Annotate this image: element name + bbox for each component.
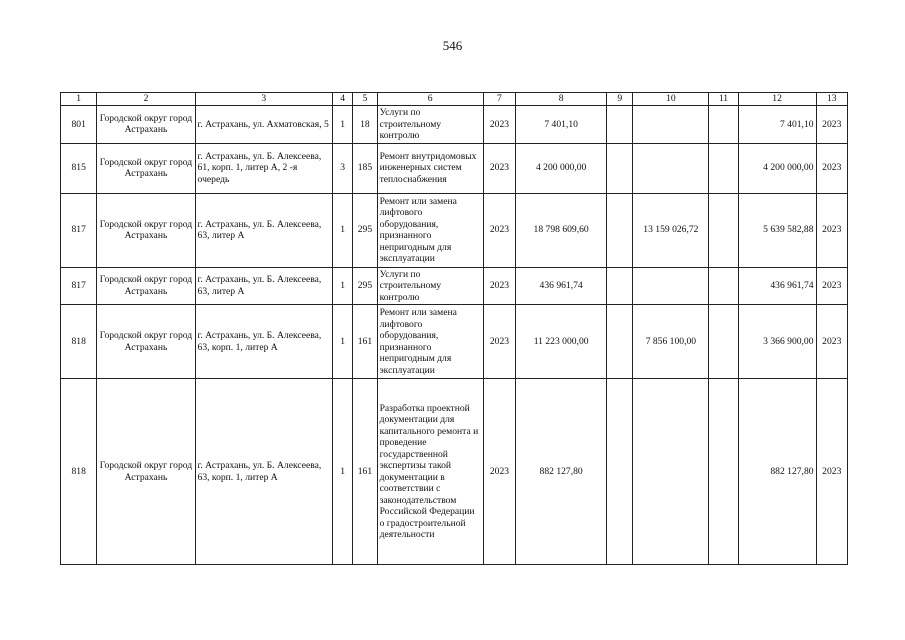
header-col-10: 10 xyxy=(633,93,709,106)
header-col-12: 12 xyxy=(738,93,816,106)
year: 2023 xyxy=(483,106,515,144)
completion-year: 2023 xyxy=(816,193,847,267)
table-row xyxy=(61,267,848,305)
municipality: Городской округ город Астрахань xyxy=(97,106,195,144)
col-5-value: 295 xyxy=(353,267,377,305)
municipality: Городской округ город Астрахань xyxy=(97,193,195,267)
col-4-value: 3 xyxy=(333,143,353,193)
col-11-value xyxy=(709,106,738,144)
table-row xyxy=(61,106,848,144)
col-9-value xyxy=(607,267,633,305)
col-11-value xyxy=(709,143,738,193)
completion-year: 2023 xyxy=(816,267,847,305)
address: г. Астрахань, ул. Ахматовская, 5 xyxy=(195,106,333,144)
table-row xyxy=(61,143,848,193)
year: 2023 xyxy=(483,143,515,193)
col-11-value xyxy=(709,267,738,305)
total-cost: 7 401,10 xyxy=(516,106,607,144)
row-number: 815 xyxy=(61,143,97,193)
col-9-value xyxy=(607,143,633,193)
row-number: 817 xyxy=(61,267,97,305)
total-cost: 11 223 000,00 xyxy=(516,305,607,379)
total-cost: 18 798 609,60 xyxy=(516,193,607,267)
col-12-value: 436 961,74 xyxy=(738,267,816,305)
work-type: Разработка проектной документации для капитального ремонта и проведение государственной экспертизы такой документации в соответствии с законодательством Российской Федерации о градостроительной деятельности xyxy=(377,379,483,565)
work-type: Услуги по строительному контролю xyxy=(377,267,483,305)
header-col-9: 9 xyxy=(607,93,633,106)
year: 2023 xyxy=(483,193,515,267)
col-10-value xyxy=(633,143,709,193)
municipality: Городской округ город Астрахань xyxy=(97,267,195,305)
work-type: Ремонт или замена лифтового оборудования, признанного непригодным для эксплуатации xyxy=(377,193,483,267)
header-col-8: 8 xyxy=(516,93,607,106)
completion-year: 2023 xyxy=(816,379,847,565)
capital-repair-table xyxy=(60,92,848,565)
header-col-5: 5 xyxy=(353,93,377,106)
col-10-value xyxy=(633,267,709,305)
header-row xyxy=(61,93,848,106)
col-12-value: 882 127,80 xyxy=(738,379,816,565)
address: г. Астрахань, ул. Б. Алексеева, 63, корп. 1, литер А xyxy=(195,305,333,379)
col-12-value: 7 401,10 xyxy=(738,106,816,144)
address: г. Астрахань, ул. Б. Алексеева, 61, корп. 1, литер А, 2 -я очередь xyxy=(195,143,333,193)
work-type: Ремонт или замена лифтового оборудования, признанного непригодным для эксплуатации xyxy=(377,305,483,379)
completion-year: 2023 xyxy=(816,106,847,144)
header-col-7: 7 xyxy=(483,93,515,106)
col-5-value: 161 xyxy=(353,305,377,379)
work-type: Ремонт внутридомовых инженерных систем теплоснабжения xyxy=(377,143,483,193)
col-11-value xyxy=(709,305,738,379)
col-5-value: 185 xyxy=(353,143,377,193)
col-10-value xyxy=(633,379,709,565)
col-12-value: 5 639 582,88 xyxy=(738,193,816,267)
col-10-value: 13 159 026,72 xyxy=(633,193,709,267)
completion-year: 2023 xyxy=(816,143,847,193)
row-number: 817 xyxy=(61,193,97,267)
table-row xyxy=(61,379,848,565)
total-cost: 436 961,74 xyxy=(516,267,607,305)
col-12-value: 3 366 900,00 xyxy=(738,305,816,379)
total-cost: 882 127,80 xyxy=(516,379,607,565)
col-5-value: 18 xyxy=(353,106,377,144)
col-9-value xyxy=(607,379,633,565)
year: 2023 xyxy=(483,267,515,305)
table-row xyxy=(61,305,848,379)
page-number: 546 xyxy=(442,38,463,53)
col-9-value xyxy=(607,305,633,379)
row-number: 818 xyxy=(61,379,97,565)
municipality: Городской округ город Астрахань xyxy=(97,305,195,379)
work-type: Услуги по строительному контролю xyxy=(377,106,483,144)
col-10-value xyxy=(633,106,709,144)
year: 2023 xyxy=(483,379,515,565)
col-5-value: 295 xyxy=(353,193,377,267)
col-11-value xyxy=(709,193,738,267)
header-col-3: 3 xyxy=(195,93,333,106)
col-4-value: 1 xyxy=(333,193,353,267)
header-col-11: 11 xyxy=(709,93,738,106)
col-4-value: 1 xyxy=(333,379,353,565)
col-4-value: 1 xyxy=(333,305,353,379)
header-col-6: 6 xyxy=(377,93,483,106)
col-5-value: 161 xyxy=(353,379,377,565)
col-10-value: 7 856 100,00 xyxy=(633,305,709,379)
header-col-1: 1 xyxy=(61,93,97,106)
municipality: Городской округ город Астрахань xyxy=(97,143,195,193)
municipality: Городской округ город Астрахань xyxy=(97,379,195,565)
header-col-2: 2 xyxy=(97,93,195,106)
row-number: 818 xyxy=(61,305,97,379)
header-col-4: 4 xyxy=(333,93,353,106)
completion-year: 2023 xyxy=(816,305,847,379)
year: 2023 xyxy=(483,305,515,379)
row-number: 801 xyxy=(61,106,97,144)
address: г. Астрахань, ул. Б. Алексеева, 63, литер А xyxy=(195,193,333,267)
col-9-value xyxy=(607,193,633,267)
col-4-value: 1 xyxy=(333,267,353,305)
col-9-value xyxy=(607,106,633,144)
header-col-13: 13 xyxy=(816,93,847,106)
col-11-value xyxy=(709,379,738,565)
table-row xyxy=(61,193,848,267)
col-4-value: 1 xyxy=(333,106,353,144)
address: г. Астрахань, ул. Б. Алексеева, 63, корп. 1, литер А xyxy=(195,379,333,565)
col-12-value: 4 200 000,00 xyxy=(738,143,816,193)
address: г. Астрахань, ул. Б. Алексеева, 63, литер А xyxy=(195,267,333,305)
total-cost: 4 200 000,00 xyxy=(516,143,607,193)
